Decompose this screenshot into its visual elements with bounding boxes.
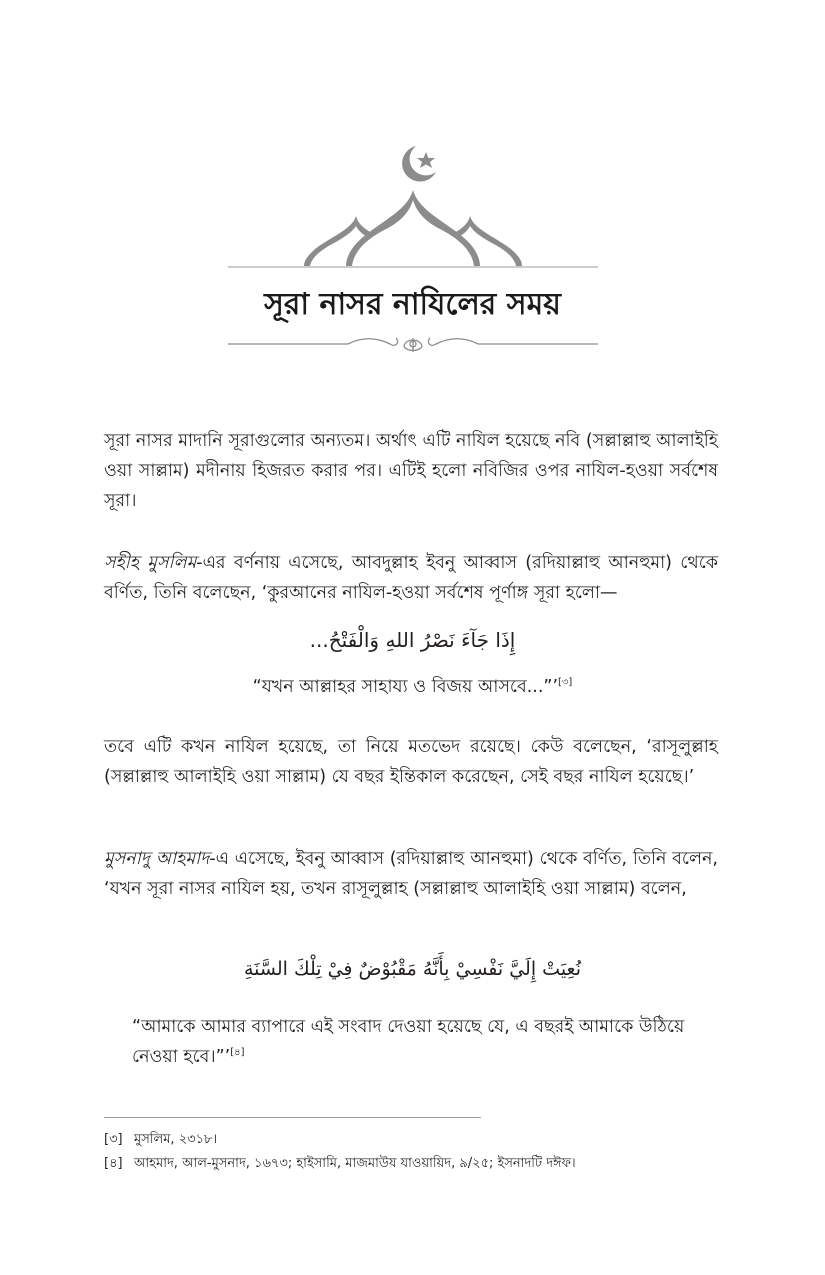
footnote bbox=[104, 1152, 744, 1176]
footnote-number: [৪] bbox=[104, 1156, 123, 1171]
arabic-hadith: نُعِيَتْ إِلَيَّ نَفْسِيْ بِأَنَّهُ مَقْبُوْضٌ فِيْ تِلْكَ السَّنَةِ bbox=[243, 958, 582, 980]
arabic-verse: إِذَا جَآءَ نَصْرُ اللهِ وَالْفَتْحُ... bbox=[309, 628, 516, 652]
floral-divider-icon bbox=[228, 332, 598, 356]
mosque-domes-crescent-star-icon bbox=[228, 138, 598, 268]
source-title: সহীহ মুসলিম bbox=[104, 553, 197, 573]
verse-translation-text: “যখন আল্লাহর সাহায্য ও বিজয় আসবে...”’ bbox=[252, 677, 559, 697]
verse-translation bbox=[0, 674, 825, 703]
footnote-ref[interactable]: [৩] bbox=[558, 677, 573, 689]
source-title: মুসনাদু আহমাদ bbox=[104, 849, 210, 869]
paragraph-4-text: -এ এসেছে, ইবনু আব্বাস (রদিয়াল্লাহু আনহুমা) থেকে বর্ণিত, তিনি বলেন, ‘যখন সূরা নাসর নাযিল হয়, তখন রাসূলুল্লাহ (সল্লাল্লাহু আলাইহি ওয়া সাল্লাম) বলেন, bbox=[104, 849, 718, 899]
hadith-translation bbox=[132, 1012, 722, 1072]
paragraph-1: সূরা নাসর মাদানি সূরাগুলোর অন্যতম। অর্থাৎ এটি নাযিল হয়েছে নবি (সল্লাল্লাহু আলাইহি ওয়া সাল্লাম) মদীনায় হিজরত করার পর। এটিই হলো নবিজির ওপর নাযিল-হওয়া সর্বশেষ সূরা। bbox=[104, 431, 718, 511]
paragraph-2-text: -এর বর্ণনায় এসেছে, আবদুল্লাহ ইবনু আব্বাস (রদিয়াল্লাহু আনহুমা) থেকে বর্ণিত, তিনি বলেছেন, ‘কুরআনের নাযিল-হওয়া সর্বশেষ পূর্ণাঙ্গ সূরা হলো— bbox=[104, 553, 718, 603]
footnote bbox=[104, 1128, 744, 1152]
hadith-translation-text: “আমাকে আমার ব্যাপারে এই সংবাদ দেওয়া হয়েছে যে, এ বছরই আমাকে উঠিয়ে নেওয়া হবে।”’ bbox=[132, 1017, 685, 1067]
footnote-divider bbox=[104, 1117, 481, 1118]
footnotes bbox=[104, 1128, 744, 1176]
footnote-text: আহমাদ, আল-মুসনাদ, ১৬৭৩; হাইসামি, মাজমাউয যাওয়ায়িদ, ৯/২৫; ইসনাদটি দঈফ। bbox=[134, 1156, 576, 1171]
footnote-number: [৩] bbox=[104, 1132, 123, 1147]
paragraph-2 bbox=[104, 548, 718, 608]
chapter-title: সূরা নাসর নাযিলের সময় bbox=[264, 287, 561, 322]
footnote-text: মুসলিম, ২৩১৮। bbox=[134, 1132, 218, 1147]
paragraph-3: তবে এটি কখন নাযিল হয়েছে, তা নিয়ে মতভেদ রয়েছে। কেউ বলেছেন, ‘রাসূলুল্লাহ (সল্লাল্লাহু আলাইহি ওয়া সাল্লাম) যে বছর ইন্তিকাল করেছেন, সেই বছর নাযিল হয়েছে।’ bbox=[104, 737, 718, 787]
paragraph-4 bbox=[104, 844, 718, 904]
footnote-ref[interactable]: [৪] bbox=[230, 1047, 245, 1059]
